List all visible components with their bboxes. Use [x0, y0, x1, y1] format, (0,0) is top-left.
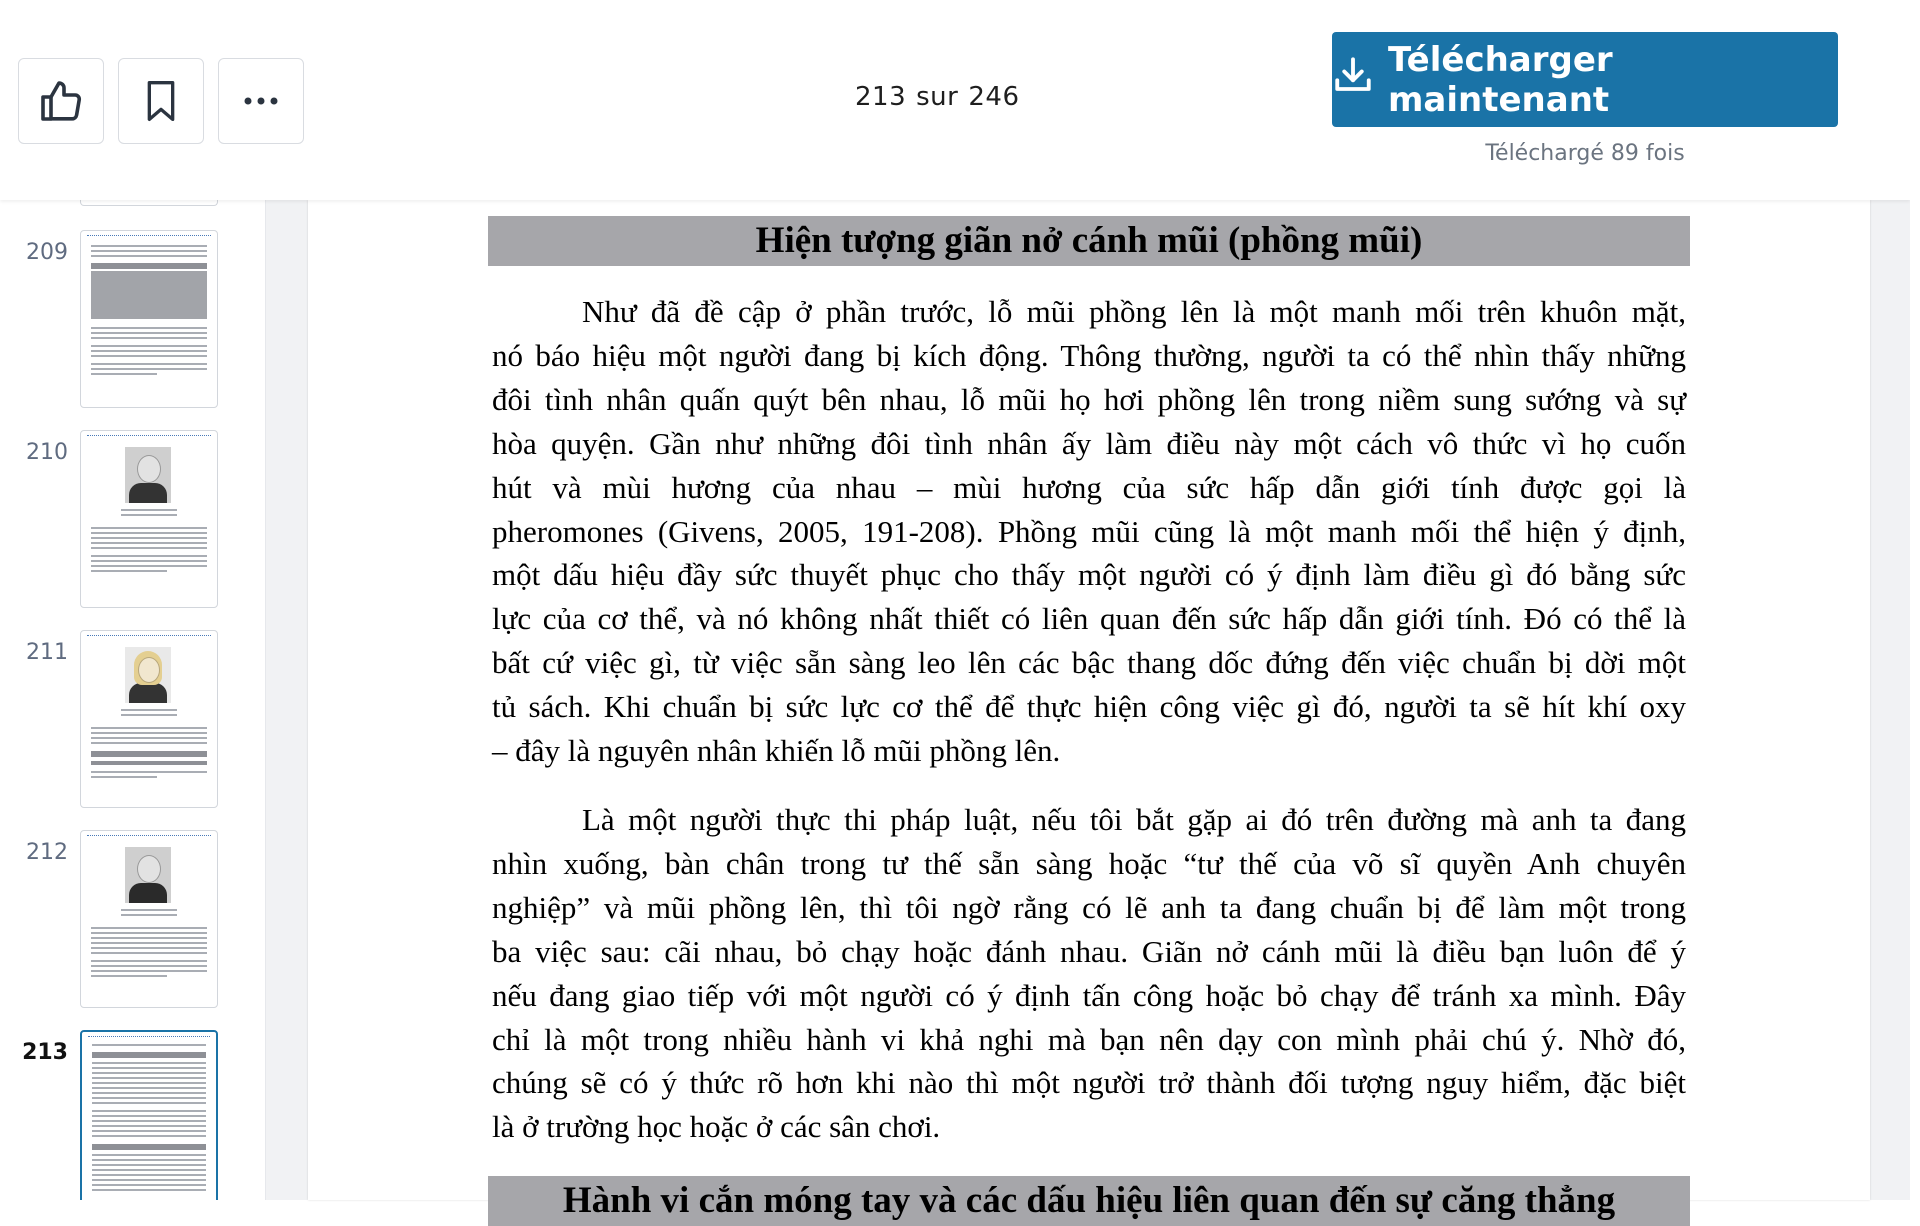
text-line: – đây là nguyên nhân khiến lỗ mũi phồng lên.	[492, 733, 1061, 769]
thumbnail-page-210[interactable]	[80, 430, 218, 608]
current-page: 213	[855, 82, 907, 112]
thumbnail-row[interactable]	[0, 430, 265, 610]
text-line: nhìn xuống, bàn chân trong tư thế sẵn sàng hoặc “tư thế của võ sĩ quyền Anh chuyên	[492, 845, 1686, 881]
download-button[interactable]	[1332, 32, 1838, 127]
thumbnail-page-number: 209	[26, 240, 68, 265]
paragraph-1	[492, 290, 1686, 773]
text-line: ba việc sau: cãi nhau, bỏ chạy hoặc đánh nhau. Giãn nở cánh mũi là điều bạn luôn để ý	[492, 933, 1686, 969]
page-separator: sur	[916, 82, 959, 112]
text-line: nếu đang giao tiếp với một người có ý định tấn công hoặc bỏ chạy để tránh xa mình. Đây	[492, 977, 1686, 1013]
text-line: Như đã đề cập ở phần trước, lỗ mũi phồng lên là một manh mối trên khuôn mặt,	[582, 294, 1686, 329]
page-indicator	[855, 82, 1030, 112]
text-line: là ở trường học hoặc ở các sân chơi.	[492, 1109, 941, 1145]
text-line: tủ sách. Khi chuẩn bị sức lực cơ thể để thực hiện công việc gì đó, người ta sẽ hít khí oxy	[492, 689, 1686, 725]
text-line: hòa quyện. Gần như những đôi tình nhân ấy làm điều này một cách vô thức vì họ cuốn	[492, 425, 1686, 461]
download-count: Téléchargé 89 fois	[1485, 141, 1685, 166]
more-horizontal-icon	[243, 96, 279, 106]
text-line: chỉ là một trong nhiều hành vi khả nghi mà bạn nên dạy con mình phải chú ý. Nhờ đó,	[492, 1021, 1686, 1057]
text-line: nó báo hiệu một người đang bị kích động. Thông thường, người ta có thể nhìn thấy những	[492, 337, 1686, 373]
thumbnail-photo	[125, 447, 171, 503]
text-line: nghiệp” và mũi phồng lên, thì tôi ngờ rằng có lẽ anh ta đang chuẩn bị để làm một trong	[492, 889, 1686, 925]
text-line: một dấu hiệu đầy sức thuyết phục cho thấy một người có ý định làm điều gì đó bằng sức	[492, 557, 1686, 593]
thumbnail-page-211[interactable]	[80, 630, 218, 808]
download-icon	[1332, 54, 1374, 105]
thumbnail-page-number: 211	[26, 640, 68, 665]
top-toolbar	[0, 0, 1910, 200]
bookmark-icon	[141, 78, 181, 124]
thumbnail-page-number: 210	[26, 440, 68, 465]
text-line: Là một người thực thi pháp luật, nếu tôi bắt gặp ai đó trên đường mà anh ta đang	[582, 802, 1686, 837]
total-pages: 246	[968, 82, 1020, 112]
text-line: bất cứ việc gì, từ việc sẵn sàng leo lên các bậc thang dốc đứng đến việc chuẩn bị dời một	[492, 645, 1686, 681]
next-section-heading: Hành vi cắn móng tay và các dấu hiệu liên quan đến sự căng thẳng	[488, 1176, 1690, 1226]
paragraph-2	[492, 798, 1686, 1149]
text-line: pheromones (Givens, 2005, 191-208). Phồng mũi cũng là một manh mối thể hiện ý định,	[492, 513, 1686, 549]
window-edge	[1910, 0, 1920, 1200]
thumbnail-page-212[interactable]	[80, 830, 218, 1008]
thumbnail-page-213[interactable]	[80, 1030, 218, 1200]
download-label: Télécharger maintenant	[1388, 39, 1613, 120]
thumbnail-page-number: 212	[26, 840, 68, 865]
like-button[interactable]	[18, 58, 104, 144]
text-line: đôi tình nhân quấn quýt bên nhau, lỗ mũi họ hơi phồng lên trong niềm sung sướng và sự	[492, 381, 1686, 417]
thumbnail-photo	[125, 847, 171, 903]
save-button[interactable]	[118, 58, 204, 144]
text-line: lực của cơ thể, và nó không nhất thiết có liên quan đến sức hấp dẫn giới tính. Đó có thể là	[492, 601, 1686, 637]
thumbnail-page-number: 213	[22, 1040, 68, 1065]
text-line: hút và mùi hương của nhau – mùi hương của sức hấp dẫn giới tính được gọi là	[492, 469, 1686, 505]
thumbnail-row[interactable]	[0, 830, 265, 1010]
page-thumbnails-sidebar[interactable]	[0, 200, 266, 1200]
section-heading: Hiện tượng giãn nở cánh mũi (phồng mũi)	[488, 216, 1690, 266]
thumbnail-row[interactable]	[0, 630, 265, 810]
more-options-button[interactable]	[218, 58, 304, 144]
thumbnail-photo	[125, 647, 171, 703]
thumbs-up-icon	[37, 77, 85, 125]
thumbnail-row[interactable]	[0, 1030, 265, 1200]
thumbnail-partial	[80, 200, 218, 206]
thumbnail-row[interactable]	[0, 230, 265, 410]
text-line: chúng sẽ có ý thức rõ hơn khi nào thì một người trở thành đối tượng nguy hiểm, đặc biệt	[492, 1065, 1686, 1101]
thumbnail-page-209[interactable]	[80, 230, 218, 408]
